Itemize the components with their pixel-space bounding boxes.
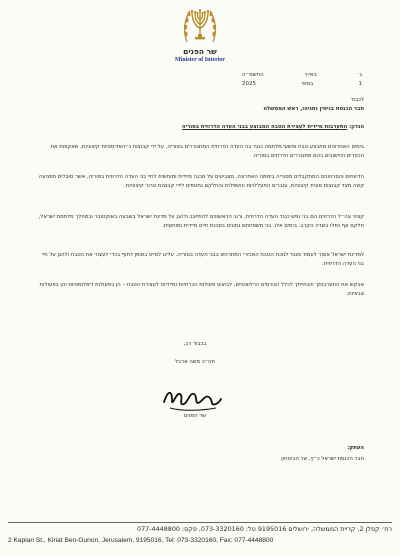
paragraph-1: בימים האחרונים מתבצע טבח ופשעי מלחמה כנגד בני העדה הדרוזית המתגוררים בסוריה, על ידי קבוצות ג׳יהאדיסטיות קיצוניות, שאקפות את הכפרים והיישובים בהם מתגוררים הדרוזים בסוריה.: [50, 144, 364, 159]
subject-label: הנדון:: [349, 124, 364, 130]
addressee-name: חבר הכנסת בנימין נתניהו, ראש הממשלה: [263, 106, 364, 112]
footer-address-hebrew: רח׳ קפלן 2, קריית הממשלה, ירושלים 9195016 טל: 073-3320160, פקס: 077-4448800: [137, 525, 392, 533]
menorah-emblem-icon: [181, 4, 219, 46]
paragraph-5: אבקש את התערבותך והנחייתך לכלל הגורמים הרלוונטיים, לביצוע פעולות הכרחיות ומיידיות לעצירת הטבח – הן בפעולות דיפלומטיות והן בפעולות צבאיות.: [39, 282, 364, 297]
gregorian-date: [242, 80, 362, 89]
signature: [160, 384, 222, 414]
footer-address-english: 2 Kaplan St., Kiriat Ben-Gurion, Jerusalem, 9195016, Tel: 073-3320160, Fax: 077-4448800: [8, 537, 274, 544]
office-title-hebrew: שר הפנים: [183, 47, 217, 56]
closing-regards: בכבוד רב,: [183, 341, 207, 347]
greg-day: 1: [358, 81, 362, 87]
hebrew-day: ג׳: [357, 72, 362, 78]
hebrew-date: [242, 71, 362, 80]
hebrew-month: באייר: [304, 72, 317, 78]
subject-line: [34, 123, 364, 132]
office-title-english: Minister of Interior: [174, 57, 226, 63]
greg-year: 2025: [242, 81, 257, 87]
copy-recipient: חבר הכנסת ישראל כ״ץ, שר הביטחון: [281, 456, 364, 462]
date-block: [242, 71, 362, 89]
copy-label: העתק:: [347, 445, 364, 451]
signer-name: חה״כ משה ארבל: [175, 359, 215, 365]
signer-title: שר הפנים: [183, 413, 206, 419]
addressee-salutation: לכבוד: [350, 97, 364, 103]
footer-divider: [8, 522, 392, 523]
greg-month: במאי: [301, 81, 314, 87]
paragraph-3: קציני צה״ל הדרוזים הם בני נפש כנגד העדה הדרוזית, ורוב הראשונים להתייצב ולהגן על מדינת ישראל בשבעה באוקטובר ובמהלך מלחמת ישראל, חלקם אף נפלו בשדה הקרב. בימים אלו, בני משפחתם נתונים בסכנת חיים מיידית ומוחשית.: [38, 214, 364, 229]
subject-text: התערבות מיידית לעצירת הטבח המבוצע בבני העדה הדרוזית בסוריה: [181, 124, 348, 130]
paragraph-2: הדיווחים והסרטונים המתקבלים מסוריה ביממה האחרונה, מצביעים על סכנה מיידית ומוחשית לחיי בני העדה הדרוזית בסוריה, אשר סובלים מפגיעה קשה מצד קבוצות סונית קיצוניות, עוברים התעללויות והשפלות והחלקם נחטפים לידי קבוצות טרור קיצוניות.: [38, 174, 364, 189]
paragraph-4: למדינת ישראל אסור לעמוד מנגד לנוכח הטבח האכזרי המתרחש בבני העדה בסוריה. עלינו לסייע באופן דחוף בכדי לעצור את הטבח ולהגן על חיי בני העדה הדרוזית.: [41, 252, 364, 267]
hebrew-year: התשפ״ה: [242, 72, 264, 78]
